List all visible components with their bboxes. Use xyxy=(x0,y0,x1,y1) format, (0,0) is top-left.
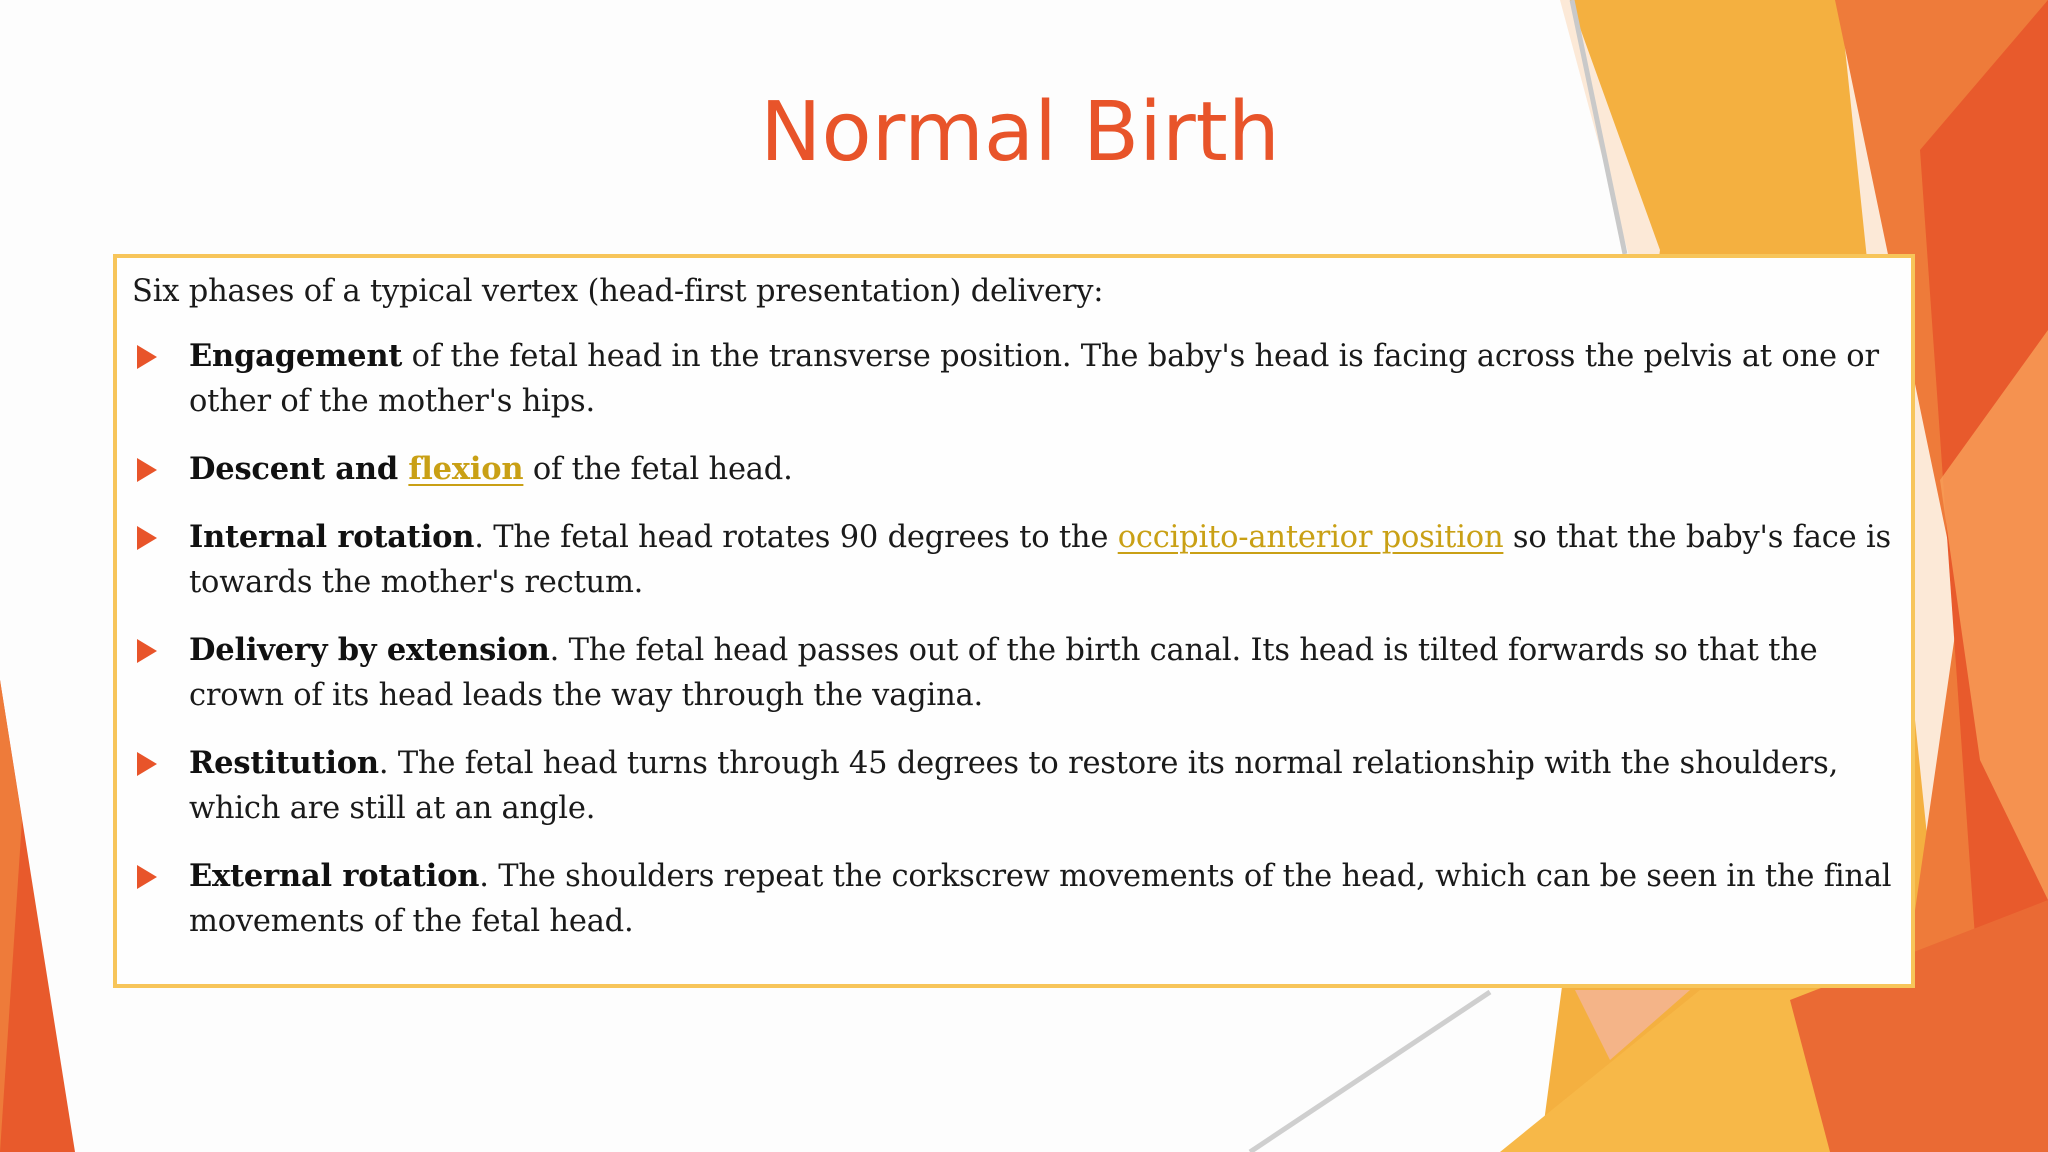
phase-term: Internal rotation xyxy=(189,519,475,555)
phase-term: Delivery by extension xyxy=(189,632,550,668)
phase-description: . The fetal head turns through 45 degrees to restore its normal relationship with the shoulders, which are still at an angle. xyxy=(189,746,1839,826)
phase-list xyxy=(132,334,1897,944)
intro-text: Six phases of a typical vertex (head-first presentation) delivery: xyxy=(132,274,1104,309)
list-item xyxy=(132,447,1897,492)
triangle-right-bullet-icon xyxy=(137,345,157,369)
occipito-anterior-position-link[interactable]: occipito-anterior position xyxy=(1117,520,1504,555)
triangle-right-bullet-icon xyxy=(137,526,157,550)
list-item xyxy=(132,854,1897,944)
triangle-right-bullet-icon xyxy=(137,865,157,889)
phase-term: External rotation xyxy=(189,858,480,894)
phase-term: Descent and xyxy=(189,451,409,487)
phase-description: . The fetal head passes out of the birth canal. Its head is tilted forwards so that the crown of its head leads the way through the vagina. xyxy=(189,633,1818,713)
phase-description: of the fetal head in the transverse position. The baby's head is facing across the pelvis at one or other of the mother's hips. xyxy=(189,339,1879,419)
phase-term: Engagement xyxy=(189,338,403,374)
phase-description: . The shoulders repeat the corkscrew movements of the head, which can be seen in the final movements of the fetal head. xyxy=(189,859,1892,939)
decor-grey-line-bottom xyxy=(1250,992,1490,1152)
triangle-right-bullet-icon xyxy=(137,752,157,776)
phase-description-continued: so that the baby's face is towards the mother's rectum. xyxy=(189,520,1891,600)
phase-description: of the fetal head. xyxy=(523,452,793,487)
phase-description: . The fetal head rotates 90 degrees to the xyxy=(474,520,1118,555)
list-item xyxy=(132,741,1897,831)
triangle-right-bullet-icon xyxy=(137,639,157,663)
flexion-link[interactable]: flexion xyxy=(408,451,524,487)
list-item xyxy=(132,334,1897,424)
list-item xyxy=(132,515,1897,605)
phase-term: Restitution xyxy=(189,745,379,781)
triangle-right-bullet-icon xyxy=(137,458,157,482)
slide-title: Normal Birth xyxy=(760,85,1280,180)
content-box xyxy=(113,254,1915,988)
list-item xyxy=(132,628,1897,718)
